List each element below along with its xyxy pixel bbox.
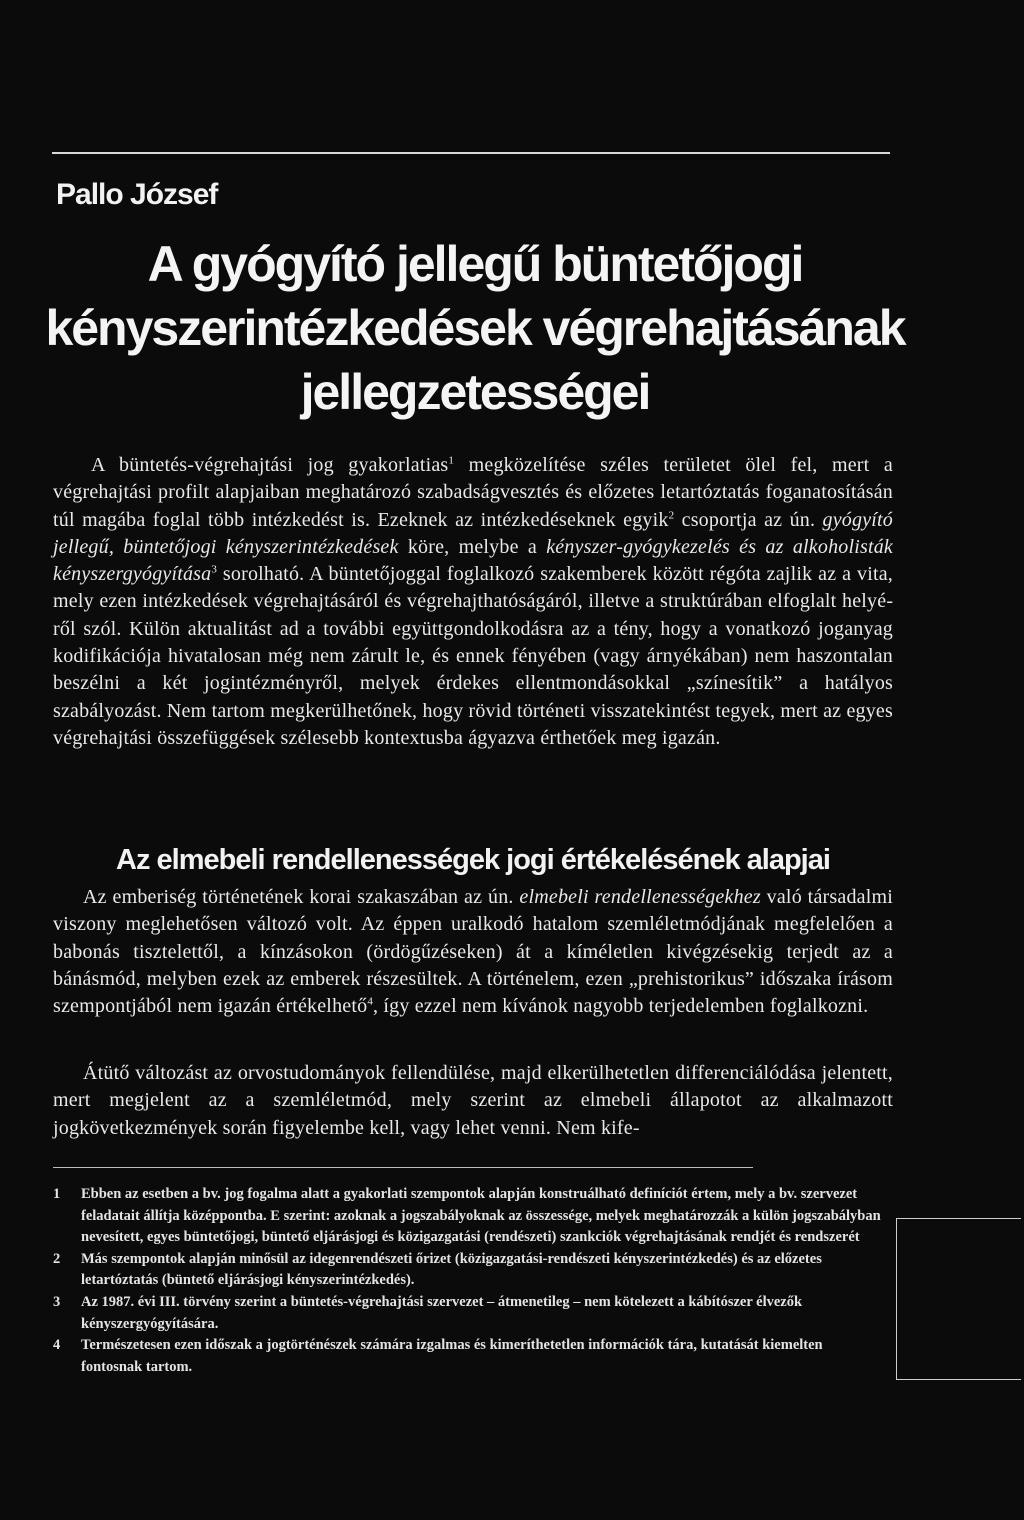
footnote-number: 2 — [53, 1250, 61, 1267]
footnote-4 — [53, 1335, 883, 1378]
p3-text: Átütő változást az orvostudományok fellendülése, majd elkerülhetetlen differenciálódása jelentett, mert megjelent az a szemléletmód, mely szerint az elmebeli állapotot az alkalmazott jogkövetkezmények során figyelembe kell, vagy lehet venni. Nem kife- — [53, 1062, 893, 1139]
p2-text-2: való társadalmi viszony meglehetősen változó volt. Az éppen uralkodó hatalom szemléletmódjának megfelelően a babonás tisztelettől, a kínzásokon (ördögűzéseken) át a kíméletlen kivégzésekig terjedt az a bánásmód, melyben ezek az emberek részesültek. A történelem, ezen „prehistorikus” időszaka írásom szempontjából nem igazán értékelhető — [53, 886, 893, 1018]
p2-text-3: , így ezzel nem kívánok nagyobb terjedelemben foglalkozni. — [373, 995, 869, 1018]
footnote-rule — [53, 1167, 753, 1168]
title-line-1: A gyógyító jellegű büntetőjogi — [147, 236, 803, 292]
footnote-ref-2: 2 — [668, 508, 675, 521]
p1-text-5: sorolható. A büntetőjoggal foglalkozó szakemberek között régóta zajlik az a vita, mely ezen intézkedések végrehajtásáról és végrehajthatóságáról, illetve a struktúrában elfoglalt helyéről szól. Külön aktualitást ad a további együttgondolkodásra az a tény, hogy a vonatkozó joganyag kodifikációja hivatalosan még nem zárult le, és ennek fényében (vagy árnyékában) nem haszontalan beszélni a két jogintézményről, melyek érdekes ellentmondásokkal „színesítik” a hatályos szabályozást. Nem tartom megkerülhetőnek, hogy rövid történeti visszatekintést tegyek, mert az egyes végrehajtási összefüggések szélesebb kontextusba ágyazva érthetőek meg igazán. — [53, 563, 893, 749]
section-paragraph-1 — [53, 884, 893, 1020]
footnote-ref-1: 1 — [448, 454, 455, 467]
p2-text-1: Az emberiség történetének korai szakaszában az ún. — [83, 886, 520, 908]
footnote-1 — [53, 1184, 883, 1249]
article-title — [40, 232, 910, 424]
footnote-ref-4: 4 — [367, 995, 374, 1008]
p2-italic-1: elmebeli rendellenességekhez — [519, 886, 761, 908]
top-rule — [52, 152, 890, 154]
p1-text-4: köre, melybe a — [398, 535, 547, 558]
section-heading: Az elmebeli rendellenességek jogi értékelésének alapjai — [116, 844, 830, 876]
footnote-2 — [53, 1249, 883, 1292]
author-name: Pallo József — [56, 178, 218, 211]
footnote-number: 3 — [53, 1293, 61, 1310]
footnotes — [53, 1184, 883, 1378]
footnote-ref-3: 3 — [211, 563, 218, 576]
p1-text-3: csoportja az ún. — [674, 508, 823, 531]
footnote-3 — [53, 1292, 883, 1335]
footnote-text: Természetesen ezen időszak a jogtörténészek számára izgalmas és kimeríthetetlen információk tára, kutatását kiemelten fontosnak tartom. — [81, 1337, 823, 1375]
footnote-number: 1 — [53, 1186, 61, 1202]
footnote-text: Az 1987. évi III. törvény szerint a büntetés-végrehajtási szervezet – átmenetileg – nem kötelezett a kábítószer élvezők kényszergyógyítására. — [81, 1293, 803, 1332]
p1-text-1: A büntetés-végrehajtási jog gyakorlatias — [91, 454, 449, 476]
margin-box-frame — [896, 1218, 1021, 1380]
title-line-2: kényszerintézkedések végrehajtásának — [45, 300, 905, 356]
footnote-text: Ebben az esetben a bv. jog fogalma alatt a gyakorlati szempontok alapján konstruálható definíciót értem, mely a bv. szervezet feladatait állítja középpontba. E szerint: azoknak a jogszabályoknak az összessége, melyek meghatározzák a külön jogszabályban nevesített, egyes büntetőjogi, büntető eljárásjogi és közigazgatási (rendészeti) szankciók végrehajtásának rendjét és rendszerét — [81, 1186, 881, 1246]
footnote-number: 4 — [53, 1337, 61, 1354]
p1-text-2: megközelítése széles területet ölel fel, mert a végrehajtási profilt alapjaiban meghatározó szabadságvesztés és előzetes letartóztatás foganatosításán túl magába foglal több intézkedést is. Ezeknek az intézkedéseknek egyik — [53, 454, 893, 531]
title-line-3: jellegzetességei — [300, 364, 650, 420]
p1-italic-1: gyógyító jellegű, büntetőjogi kényszerintézkedések — [53, 508, 893, 558]
p1-italic-2: kényszer-gyógykezelés és az alkoholisták kényszergyógyítása — [53, 535, 894, 586]
intro-paragraph — [53, 452, 893, 752]
section-paragraph-2 — [53, 1060, 893, 1142]
footnote-text: Más szempontok alapján minősül az idegenrendészeti őrizet (közigazgatási-rendészeti kényszerintézkedés) és az előzetes letartóztatás (büntető eljárásjogi kényszerintézkedés). — [81, 1250, 822, 1289]
